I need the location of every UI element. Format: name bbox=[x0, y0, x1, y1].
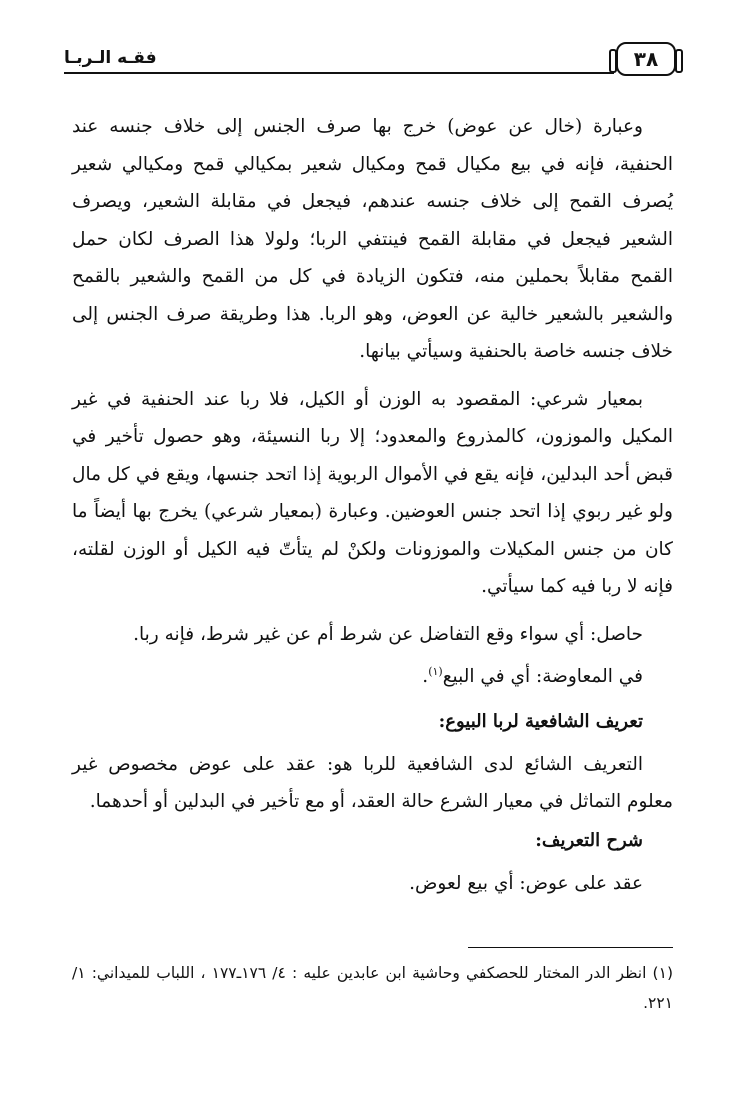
footnote-ref: (١) bbox=[428, 665, 443, 678]
page-header bbox=[64, 40, 676, 80]
paragraph-4-end: . bbox=[422, 666, 429, 688]
paragraph-3: حاصل: أي سواء وقع التفاضل عن شرط أم عن غير شرط، فإنه ربا. bbox=[133, 623, 643, 645]
body-text bbox=[72, 108, 673, 902]
footnote-rule bbox=[468, 947, 673, 948]
running-title: فقـه الـربـا bbox=[64, 48, 157, 68]
paragraph-4 bbox=[72, 653, 673, 696]
page-number: ٣٨ bbox=[616, 42, 676, 76]
paragraph-5: التعريف الشائع لدى الشافعية للربا هو: عقد على عوض مخصوص غير معلوم التماثل في معيار الشرع حالة العقد، أو مع تأخير في البدلين أو أحدهما. bbox=[72, 753, 673, 813]
header-rule bbox=[64, 72, 614, 74]
footnote: (١) انظر الدر المختار للحصكفي وحاشية ابن عابدين عليه : ٤/ ١٧٦ـ١٧٧ ، اللباب للميداني: ١/ ٢٢١. bbox=[72, 964, 673, 1012]
paragraph-2: بمعيار شرعي: المقصود به الوزن أو الكيل، فلا ربا عند الحنفية في غير المكيل والموزون، كالمذروع والمعدود؛ إلا ربا النسيئة، وهو حصول تأخير في قبض أحد البدلين، فإنه يقع في الأموال الربوية إذا اتحد جنسها، ويقع في كل مال ولو غير ربوي إذا اتحد جنس العوضين. وعبارة (بمعيار شرعي) يخرج بها أيضاً ما كان من جنس المكيلات والموزونات ولكنْ لم يتأتّ فيه الكيل أو الوزن لقلته، فإنه لا ربا فيه كما سيأتي. bbox=[72, 388, 673, 597]
paragraph-6: عقد على عوض: أي بيع لعوض. bbox=[409, 872, 643, 894]
paragraph-1: وعبارة (خال عن عوض) خرج بها صرف الجنس إلى خلاف جنسه عند الحنفية، فإنه في بيع مكيال قمح ومكيال شعير بمكيالي قمح ومكيالي شعير يُصرف القمح إلى خلاف جنسه عندهم، فيجعل في مقابلة الشعير، ويصرف الشعير فيجعل في مقابلة القمح فينتفي الربا؛ ولولا هذا الصرف لكان حمل القمح مقابلاً بحملين منه، فتكون الزيادة في كل من القمح والشعير بالقمح والشعير بالشعير خالية عن العوض، وهو الربا. هذا وطريقة صرف الجنس إلى خلاف جنسه خاصة بالحنفية وسيأتي بيانها. bbox=[72, 116, 673, 362]
subsection-heading: شرح التعريف: bbox=[535, 829, 643, 851]
section-heading: تعريف الشافعية لربا البيوع: bbox=[438, 710, 643, 732]
paragraph-4-text: في المعاوضة: أي في البيع bbox=[442, 666, 643, 688]
